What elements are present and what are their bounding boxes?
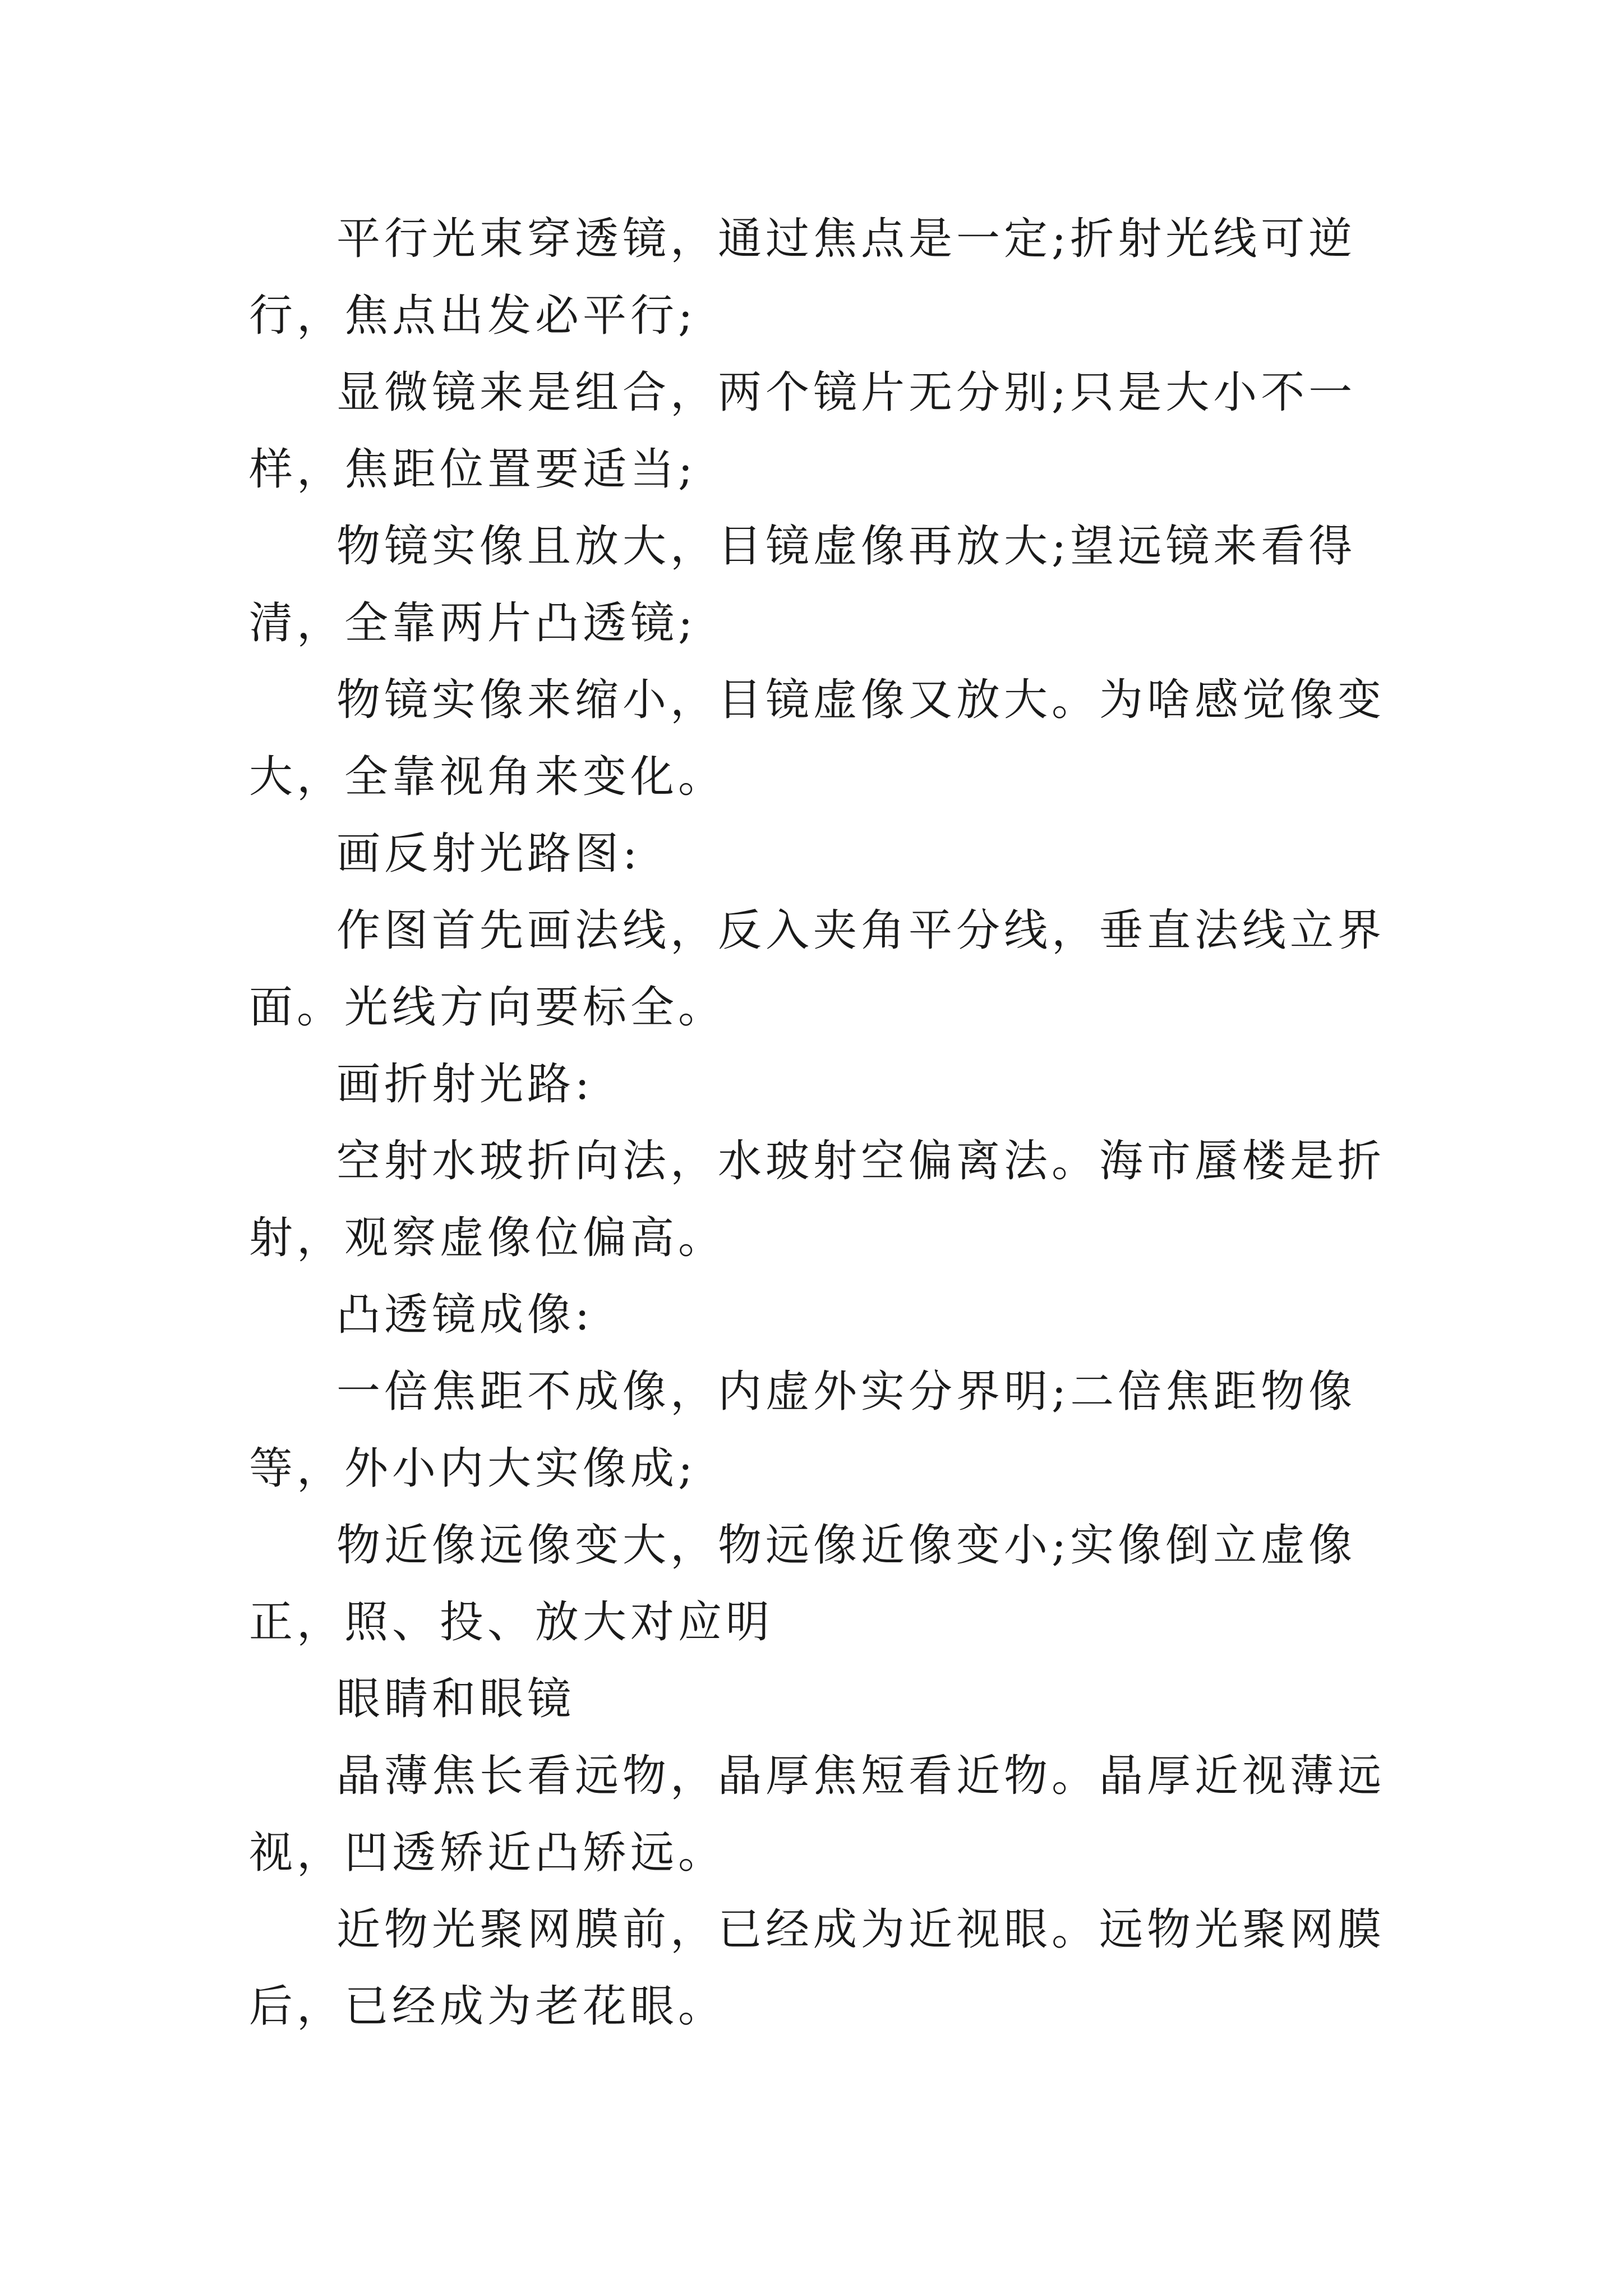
paragraph-refraction-rule: 空射水玻折向法，水玻射空偏离法。海市蜃楼是折射，观察虚像位偏高。 (249, 1136, 1386, 1263)
paragraph-microscope: 显微镜来是组合，两个镜片无分别;只是大小不一样，焦距位置要适当; (249, 367, 1357, 495)
heading-reflection-diagram: 画反射光路图: (336, 829, 642, 879)
document-body (249, 201, 1393, 2045)
paragraph-focal-length-rule: 一倍焦距不成像，内虚外实分界明;二倍焦距物像等，外小内大实像成; (249, 1366, 1357, 1494)
paragraph-image-size-rule: 物近像远像变大，物远像近像变小;实像倒立虚像正，照、投、放大对应明 (249, 1520, 1357, 1648)
paragraph-reflection-method: 作图首先画法线，反入夹角平分线，垂直法线立界面。光线方向要标全。 (249, 905, 1386, 1033)
paragraph-lens-thickness: 晶薄焦长看远物，晶厚焦短看近物。晶厚近视薄远视，凹透矫近凸矫远。 (249, 1751, 1386, 1878)
paragraph-telescope-image: 物镜实像来缩小，目镜虚像又放大。为啥感觉像变大，全靠视角来变化。 (249, 675, 1386, 802)
heading-refraction-path: 画折射光路: (336, 1059, 594, 1110)
paragraph-vision-defects: 近物光聚网膜前，已经成为近视眼。远物光聚网膜后，已经成为老花眼。 (249, 1904, 1386, 2032)
paragraph-parallel-light: 平行光束穿透镜，通过焦点是一定;折射光线可逆行，焦点出发必平行; (249, 214, 1357, 341)
paragraph-objective-lens: 物镜实像且放大，目镜虚像再放大;望远镜来看得清，全靠两片凸透镜; (249, 521, 1357, 648)
heading-eye-and-glasses: 眼睛和眼镜 (336, 1674, 575, 1724)
heading-convex-lens-imaging: 凸透镜成像: (336, 1290, 594, 1340)
